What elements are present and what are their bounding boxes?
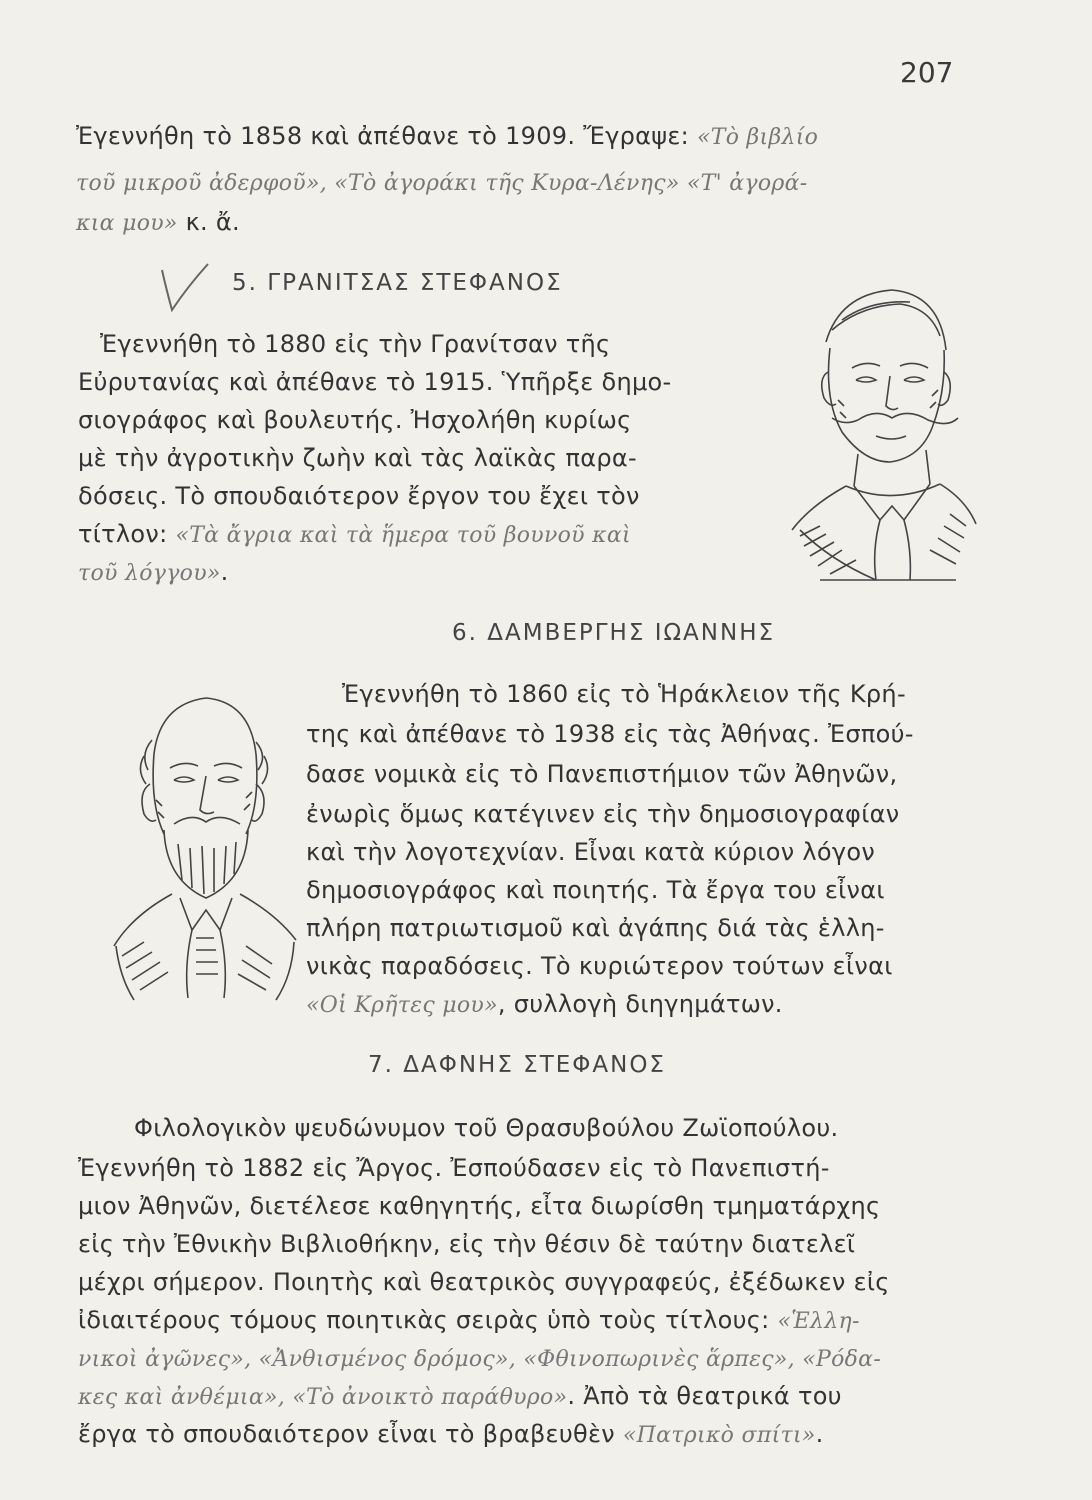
section-7-line-9: ἔργα τὸ σπουδαιότερον εἶναι τὸ βραβευθὲν «Πατρικὸ σπίτι». bbox=[78, 1420, 824, 1448]
section-6-line-3: δασε νομικὰ εἰς τὸ Πανεπιστήμιον τῶν Ἀθηνῶν, bbox=[306, 760, 898, 788]
section-6-line-5: καὶ τὴν λογοτεχνίαν. Εἶναι κατὰ κύριον λόγον bbox=[306, 838, 876, 866]
section-6-line-4: ἐνωρὶς ὅμως κατέγινεν εἰς τὴν δημοσιογραφίαν bbox=[306, 800, 900, 828]
handwritten-checkmark-icon bbox=[148, 258, 218, 320]
section-5-line-1: Ἐγεννήθη τὸ 1880 εἰς τὴν Γρανίτσαν τῆς bbox=[100, 330, 611, 358]
section-5-line-3: σιογράφος καὶ βουλευτής. Ἠσχολήθη κυρίως bbox=[78, 406, 632, 434]
section-7-line-7: νικοὶ ἀγῶνες», «Ἀνθισμένος δρόμος», «Φθινοπωρινὲς ἅρπες», «Ρόδα- bbox=[78, 1347, 882, 1372]
section-7-line-3: μιον Ἀθηνῶν, διετέλεσε καθηγητής, εἶτα διωρίσθη τμηματάρχης bbox=[78, 1192, 881, 1220]
section-6-line-8: νικὰς παραδόσεις. Τὸ κυριώτερον τούτων εἶναι bbox=[306, 952, 893, 980]
section-5-line-6: τίτλον: «Τὰ ἄγρια καὶ τὰ ἥμερα τοῦ βουνοῦ καὶ bbox=[78, 520, 631, 548]
section-5-line-2: Εὐρυτανίας καὶ ἀπέθανε τὸ 1915. Ὑπῆρξε δημο- bbox=[78, 368, 672, 396]
portrait-damvergis bbox=[96, 684, 306, 1004]
intro-line-1: Ἐγεννήθη τὸ 1858 καὶ ἀπέθανε τὸ 1909. Ἔγραψε: «Τὸ βιβλίο bbox=[76, 122, 819, 150]
section-7-line-8: κες καὶ ἀνθέμια», «Τὸ ἀνοικτὸ παράθυρο». Ἀπὸ τὰ θεατρικά του bbox=[78, 1382, 842, 1410]
section-6-line-1: Ἐγεννήθη τὸ 1860 εἰς τὸ Ἡράκλειον τῆς Κρή- bbox=[342, 680, 906, 708]
intro-line-2: τοῦ μικροῦ ἀδερφοῦ», «Τὸ ἀγοράκι τῆς Κυρα-Λένης» «Τ' ἀγορά- bbox=[76, 171, 808, 196]
section-7-line-5: μέχρι σήμερον. Ποιητὴς καὶ θεατρικὸς συγγραφεύς, ἐξέδωκεν εἰς bbox=[78, 1268, 890, 1296]
section-5-line-5: δόσεις. Τὸ σπουδαιότερον ἔργον του ἔχει τὸν bbox=[78, 482, 640, 510]
section-6-line-9: «Οἱ Κρῆτες μου», συλλογὴ διηγημάτων. bbox=[306, 990, 783, 1018]
section-7-heading: 7. ΔΑΦΝΗΣ ΣΤΕΦΑΝΟΣ bbox=[368, 1052, 666, 1078]
section-5-line-4: μὲ τὴν ἀγροτικὴν ζωὴν καὶ τὰς λαϊκὰς παρα- bbox=[78, 444, 637, 472]
section-7-line-4: εἰς τὴν Ἐθνικὴν Βιβλιοθήκην, εἰς τὴν θέσιν δὲ ταύτην διατελεῖ bbox=[78, 1230, 856, 1258]
page-number: 207 bbox=[900, 56, 954, 89]
section-6-heading: 6. ΔΑΜΒΕΡΓΗΣ ΙΩΑΝΝΗΣ bbox=[452, 620, 776, 646]
section-5-line-7: τοῦ λόγγου». bbox=[78, 558, 229, 586]
intro-line-3: κια μου» κ. ἄ. bbox=[76, 208, 240, 236]
section-6-line-2: της καὶ ἀπέθανε τὸ 1938 εἰς τὰς Ἀθήνας. Ἐσπού- bbox=[306, 720, 914, 748]
section-7-line-1: Φιλολογικὸν ψευδώνυμον τοῦ Θρασυβούλου Ζωϊοπούλου. bbox=[134, 1114, 839, 1142]
section-6-line-6: δημοσιογράφος καὶ ποιητής. Τὰ ἔργα του εἶναι bbox=[306, 876, 885, 904]
portrait-granitsas bbox=[780, 280, 980, 585]
section-6-line-7: πλήρη πατριωτισμοῦ καὶ ἀγάπης διά τὰς ἑλλη- bbox=[306, 914, 885, 942]
section-7-line-6: ἰδιαιτέρους τόμους ποιητικὰς σειρὰς ὑπὸ τοὺς τίτλους: «Ἑλλη- bbox=[78, 1306, 860, 1334]
section-7-line-2: Ἐγεννήθη τὸ 1882 εἰς Ἄργος. Ἐσπούδασεν εἰς τὸ Πανεπιστή- bbox=[78, 1154, 830, 1182]
section-5-heading: 5. ΓΡΑΝΙΤΣΑΣ ΣΤΕΦΑΝΟΣ bbox=[232, 270, 563, 296]
